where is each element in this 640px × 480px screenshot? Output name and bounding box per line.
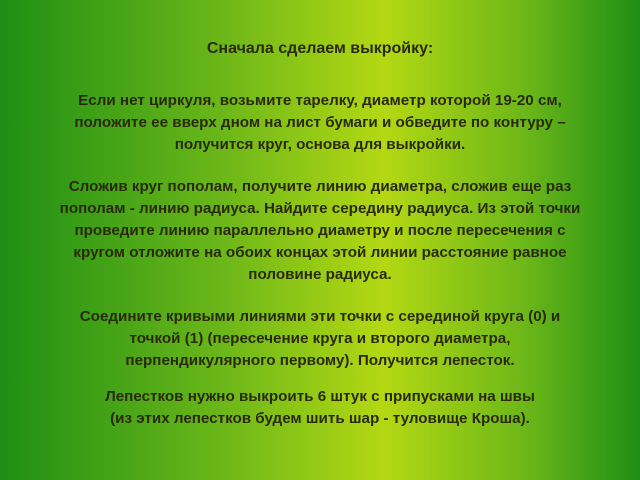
paragraph-line: Соедините кривыми линиями эти точки с серединой круга (0) и	[79, 308, 561, 325]
paragraph-line: половине радиуса.	[248, 266, 392, 283]
paragraph-line: точкой (1) (пересечение круга и второго диаметра,	[129, 330, 511, 347]
paragraph-line: Сложив круг пополам, получите линию диаметра, сложив еще раз	[68, 178, 572, 195]
paragraph-cut-petals	[0, 386, 640, 430]
paragraph-line: положите ее вверх дном на лист бумаги и обведите по контуру –	[74, 114, 566, 131]
paragraph-line: Если нет циркуля, возьмите тарелку, диаметр которой 19-20 см,	[78, 92, 562, 109]
paragraph-line: получится круг, основа для выкройки.	[174, 136, 466, 153]
paragraph-line: кругом отложите на обоих концах этой линии расстояние равное	[73, 244, 567, 261]
paragraph-connect-points	[0, 306, 640, 372]
paragraph-trace-circle	[0, 90, 640, 156]
paragraph-fold-circle	[0, 176, 640, 286]
paragraph-line: Лепестков нужно выкроить 6 штук с припусками на швы	[105, 388, 535, 405]
paragraph-line: проведите линию параллельно диаметру и после пересечения с	[74, 222, 566, 239]
paragraph-line: перпендикулярного первому). Получится лепесток.	[125, 352, 515, 369]
slide-title: Сначала сделаем выкройку:	[206, 40, 434, 57]
paragraph-line: (из этих лепестков будем шить шар - туловище Кроша).	[110, 410, 530, 427]
paragraph-line: пополам - линию радиуса. Найдите середину радиуса. Из этой точки	[59, 200, 581, 217]
